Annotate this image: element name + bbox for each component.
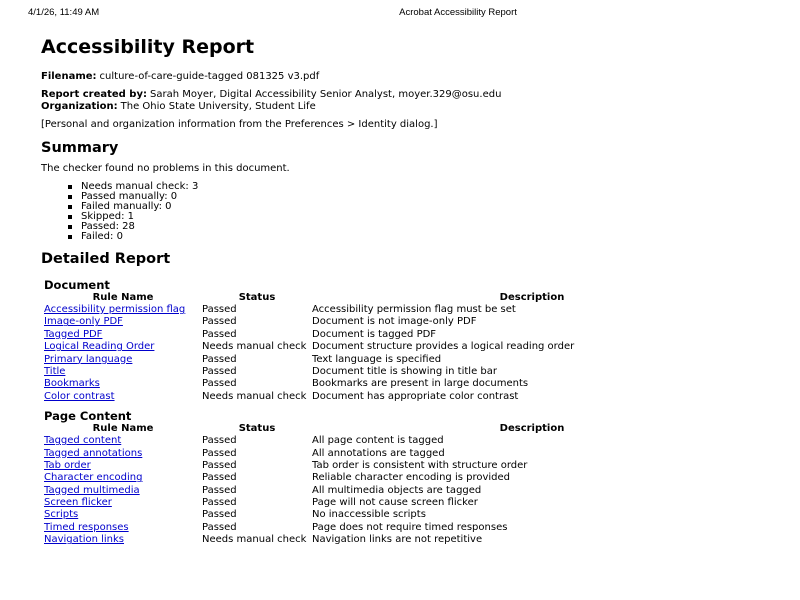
table-row — [44, 329, 752, 341]
rule-name-cell — [44, 509, 202, 521]
rule-name-link[interactable]: Color contrast — [44, 390, 115, 402]
table-row — [44, 391, 752, 403]
status-cell: Passed — [202, 304, 237, 315]
print-header — [0, 6, 800, 20]
description-cell: Tab order is consistent with structure order — [312, 459, 528, 471]
print-document-title: Acrobat Accessibility Report — [399, 7, 517, 18]
rule-name-link[interactable]: Tagged annotations — [44, 447, 143, 459]
rule-name-link[interactable]: Character encoding — [44, 472, 143, 484]
rule-name-cell — [44, 378, 202, 390]
status-cell: Passed — [202, 497, 237, 509]
summary-heading: Summary — [41, 140, 119, 156]
rule-name-link[interactable]: Accessibility permission flag — [44, 304, 186, 315]
rules-table — [44, 292, 752, 403]
summary-item: Needs manual check: 3 — [68, 182, 781, 192]
created-by-value: Sarah Moyer, Digital Accessibility Senior Analyst, moyer.329@osu.edu — [149, 89, 502, 100]
filename-value: culture-of-care-guide-tagged 081325 v3.pdf — [99, 71, 320, 82]
summary-item: Failed manually: 0 — [68, 202, 781, 212]
table-row — [44, 435, 752, 447]
summary-item: Passed manually: 0 — [68, 192, 781, 202]
filename-row — [41, 71, 781, 83]
group-heading: Page Content — [44, 409, 132, 424]
table-row — [44, 378, 752, 390]
table-row — [44, 472, 752, 484]
rule-name-cell — [44, 485, 202, 497]
table-row — [44, 522, 752, 534]
detailed-report-groups — [41, 278, 781, 547]
rule-name-link[interactable]: Logical Reading Order — [44, 341, 155, 353]
status-cell: Passed — [202, 378, 237, 390]
rule-name-cell — [44, 472, 202, 484]
description-cell: Bookmarks are present in large documents — [312, 378, 529, 390]
description-cell: Document has appropriate color contrast — [312, 390, 519, 402]
status-cell: Passed — [202, 509, 237, 521]
table-row — [44, 534, 752, 546]
detailed-report-heading: Detailed Report — [41, 251, 171, 267]
rule-name-cell — [44, 329, 202, 341]
table-header-row — [44, 423, 752, 435]
table-row — [44, 316, 752, 328]
rules-table — [44, 423, 752, 547]
table-row — [44, 304, 752, 316]
description-cell: Document title is showing in title bar — [312, 365, 497, 377]
description-cell: Reliable character encoding is provided — [312, 472, 511, 484]
status-cell: Needs manual check — [202, 534, 307, 546]
rule-name-link[interactable]: Tab order — [44, 459, 91, 471]
description-header: Description — [499, 423, 565, 435]
organization-label: Organization: — [41, 101, 118, 112]
created-by-label: Report created by: — [41, 89, 147, 100]
table-row — [44, 509, 752, 521]
status-cell: Passed — [202, 521, 237, 533]
rule-name-link[interactable]: Screen flicker — [44, 497, 112, 509]
description-cell: Accessibility permission flag must be set — [312, 304, 516, 315]
rule-name-cell — [44, 316, 202, 328]
rule-name-cell — [44, 391, 202, 403]
rule-name-link[interactable]: Navigation links — [44, 534, 125, 546]
table-row — [44, 354, 752, 366]
rule-name-link[interactable]: Timed responses — [44, 521, 129, 533]
organization-row — [41, 101, 781, 113]
status-cell: Needs manual check — [202, 341, 307, 353]
rule-name-link[interactable]: Scripts — [44, 509, 79, 521]
print-datetime: 4/1/26, 11:49 AM — [28, 7, 100, 18]
description-cell: Navigation links are not repetitive — [312, 534, 483, 546]
rule-name-link[interactable]: Primary language — [44, 353, 133, 365]
rule-name-link[interactable]: Tagged PDF — [44, 328, 103, 340]
rule-name-cell — [44, 460, 202, 472]
status-cell: Passed — [202, 472, 237, 484]
rule-name-cell — [44, 354, 202, 366]
summary-item: Failed: 0 — [68, 232, 781, 242]
description-cell: Document is not image-only PDF — [312, 316, 477, 328]
description-cell: All multimedia objects are tagged — [312, 484, 482, 496]
description-cell: All annotations are tagged — [312, 447, 445, 459]
rule-name-link[interactable]: Title — [44, 365, 66, 377]
status-cell: Passed — [202, 447, 237, 459]
summary-item: Skipped: 1 — [68, 212, 781, 222]
status-cell: Passed — [202, 328, 237, 340]
rule-name-header: Rule Name — [92, 292, 154, 303]
table-row — [44, 497, 752, 509]
rule-name-link[interactable]: Tagged multimedia — [44, 484, 140, 496]
status-cell: Passed — [202, 365, 237, 377]
status-header: Status — [238, 292, 276, 303]
status-cell: Needs manual check — [202, 390, 307, 402]
description-cell: No inaccessible scripts — [312, 509, 426, 521]
description-cell: Document is tagged PDF — [312, 328, 437, 340]
table-row — [44, 366, 752, 378]
rule-name-link[interactable]: Bookmarks — [44, 378, 100, 390]
rule-name-cell — [44, 497, 202, 509]
status-cell: Passed — [202, 353, 237, 365]
table-row — [44, 460, 752, 472]
rule-name-cell — [44, 304, 202, 316]
created-by-row — [41, 89, 781, 101]
status-cell: Passed — [202, 459, 237, 471]
description-cell: Page will not cause screen flicker — [312, 497, 478, 509]
report-title: Accessibility Report — [41, 36, 255, 58]
summary-text: The checker found no problems in this document. — [41, 163, 290, 174]
table-row — [44, 485, 752, 497]
identity-note: [Personal and organization information from the Preferences > Identity dialog.] — [41, 119, 438, 130]
report-content — [41, 32, 781, 547]
rule-name-cell — [44, 522, 202, 534]
status-cell: Passed — [202, 316, 237, 328]
filename-label: Filename: — [41, 71, 97, 82]
rule-name-cell — [44, 448, 202, 460]
rule-name-link[interactable]: Tagged content — [44, 435, 122, 447]
rule-name-cell — [44, 435, 202, 447]
organization-value: The Ohio State University, Student Life — [120, 101, 316, 112]
table-header-row — [44, 292, 752, 304]
status-cell: Passed — [202, 435, 237, 447]
description-cell: Page does not require timed responses — [312, 521, 508, 533]
table-row — [44, 448, 752, 460]
rule-name-header: Rule Name — [92, 423, 154, 435]
description-header: Description — [499, 292, 565, 303]
summary-item: Passed: 28 — [68, 222, 781, 232]
group-heading: Document — [44, 278, 110, 292]
description-cell: All page content is tagged — [312, 435, 444, 447]
rule-name-link[interactable]: Image-only PDF — [44, 316, 123, 328]
rule-name-cell — [44, 534, 202, 546]
status-cell: Passed — [202, 484, 237, 496]
summary-list — [41, 182, 781, 242]
description-cell: Document structure provides a logical reading order — [312, 341, 575, 353]
rule-name-cell — [44, 341, 202, 353]
table-row — [44, 341, 752, 353]
status-header: Status — [238, 423, 276, 435]
description-cell: Text language is specified — [312, 353, 442, 365]
rule-name-cell — [44, 366, 202, 378]
